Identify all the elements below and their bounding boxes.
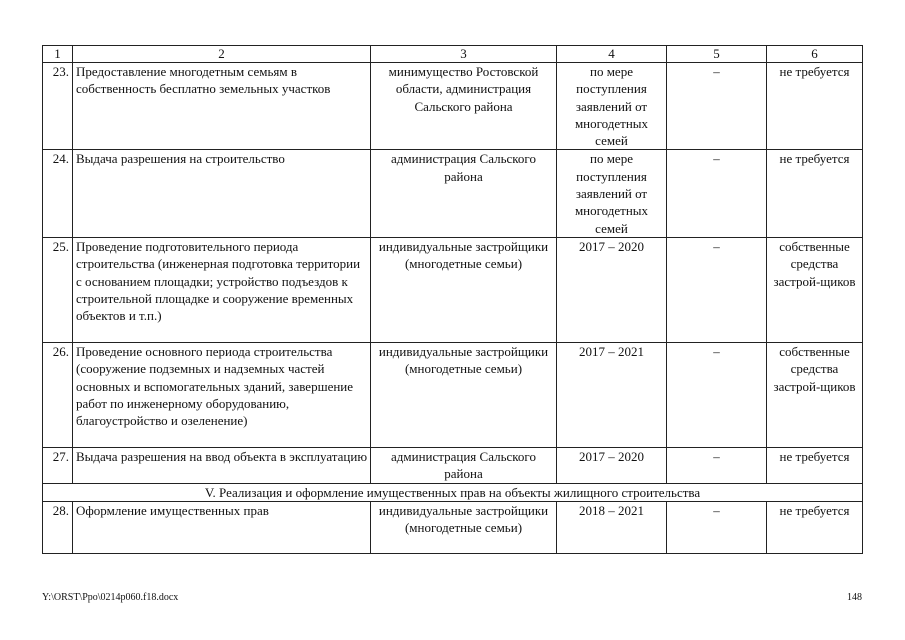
table-row: [43, 342, 863, 447]
term-cell: 2018 – 2021: [557, 501, 667, 553]
funding-cell: не требуется: [767, 63, 863, 150]
executor-cell: администрация Сальского района: [371, 150, 557, 237]
column-number-5: 5: [667, 46, 767, 63]
column-5-cell: –: [667, 447, 767, 483]
row-number: 23.: [43, 63, 73, 150]
column-number-6: 6: [767, 46, 863, 63]
column-number-4: 4: [557, 46, 667, 63]
section-heading: V. Реализация и оформление имущественных прав на объекты жилищного строительства: [43, 483, 863, 501]
funding-cell: собственные средства застрой-щиков: [767, 342, 863, 447]
table-row: [43, 501, 863, 553]
table-row: [43, 150, 863, 237]
measure-cell: Проведение основного периода строительства (сооружение подземных и надземных частей основных и вспомогательных зданий, завершение работ по инженерному оборудованию, благоустройство и озеленение): [73, 342, 371, 447]
term-cell: по мере поступления заявлений от многодетных семей: [557, 63, 667, 150]
column-number-3: 3: [371, 46, 557, 63]
funding-cell: собственные средства застрой-щиков: [767, 237, 863, 342]
row-number: 27.: [43, 447, 73, 483]
executor-cell: администрация Сальского района: [371, 447, 557, 483]
page-number: 148: [847, 592, 862, 603]
table-row: [43, 63, 863, 150]
measure-cell: Проведение подготовительного периода строительства (инженерная подготовка территории с основанием площадки; устройство подъездов к строительной площадке и сооружение временных объектов и т.п.): [73, 237, 371, 342]
row-number: 25.: [43, 237, 73, 342]
measure-cell: Выдача разрешения на строительство: [73, 150, 371, 237]
column-5-cell: –: [667, 501, 767, 553]
column-5-cell: –: [667, 237, 767, 342]
term-cell: 2017 – 2020: [557, 237, 667, 342]
term-cell: по мере поступления заявлений от многодетных семей: [557, 150, 667, 237]
column-5-cell: –: [667, 342, 767, 447]
footer-file-path: Y:\ORST\Ppo\0214p060.f18.docx: [42, 592, 179, 603]
table-row: [43, 237, 863, 342]
column-number-2: 2: [73, 46, 371, 63]
executor-cell: индивидуальные застройщики (многодетные семьи): [371, 501, 557, 553]
measures-table: [42, 45, 863, 554]
measure-cell: Предоставление многодетным семьям в собственность бесплатно земельных участков: [73, 63, 371, 150]
executor-cell: индивидуальные застройщики (многодетные семьи): [371, 342, 557, 447]
row-number: 24.: [43, 150, 73, 237]
executor-cell: минимущество Ростовской области, администрация Сальского района: [371, 63, 557, 150]
executor-cell: индивидуальные застройщики (многодетные семьи): [371, 237, 557, 342]
term-cell: 2017 – 2020: [557, 447, 667, 483]
funding-cell: не требуется: [767, 447, 863, 483]
column-5-cell: –: [667, 150, 767, 237]
funding-cell: не требуется: [767, 150, 863, 237]
column-5-cell: –: [667, 63, 767, 150]
table-row: [43, 447, 863, 483]
term-cell: 2017 – 2021: [557, 342, 667, 447]
row-number: 26.: [43, 342, 73, 447]
row-number: 28.: [43, 501, 73, 553]
column-number-row: [43, 46, 863, 63]
measure-cell: Выдача разрешения на ввод объекта в эксплуатацию: [73, 447, 371, 483]
section-heading-row: [43, 483, 863, 501]
funding-cell: не требуется: [767, 501, 863, 553]
column-number-1: 1: [43, 46, 73, 63]
measure-cell: Оформление имущественных прав: [73, 501, 371, 553]
